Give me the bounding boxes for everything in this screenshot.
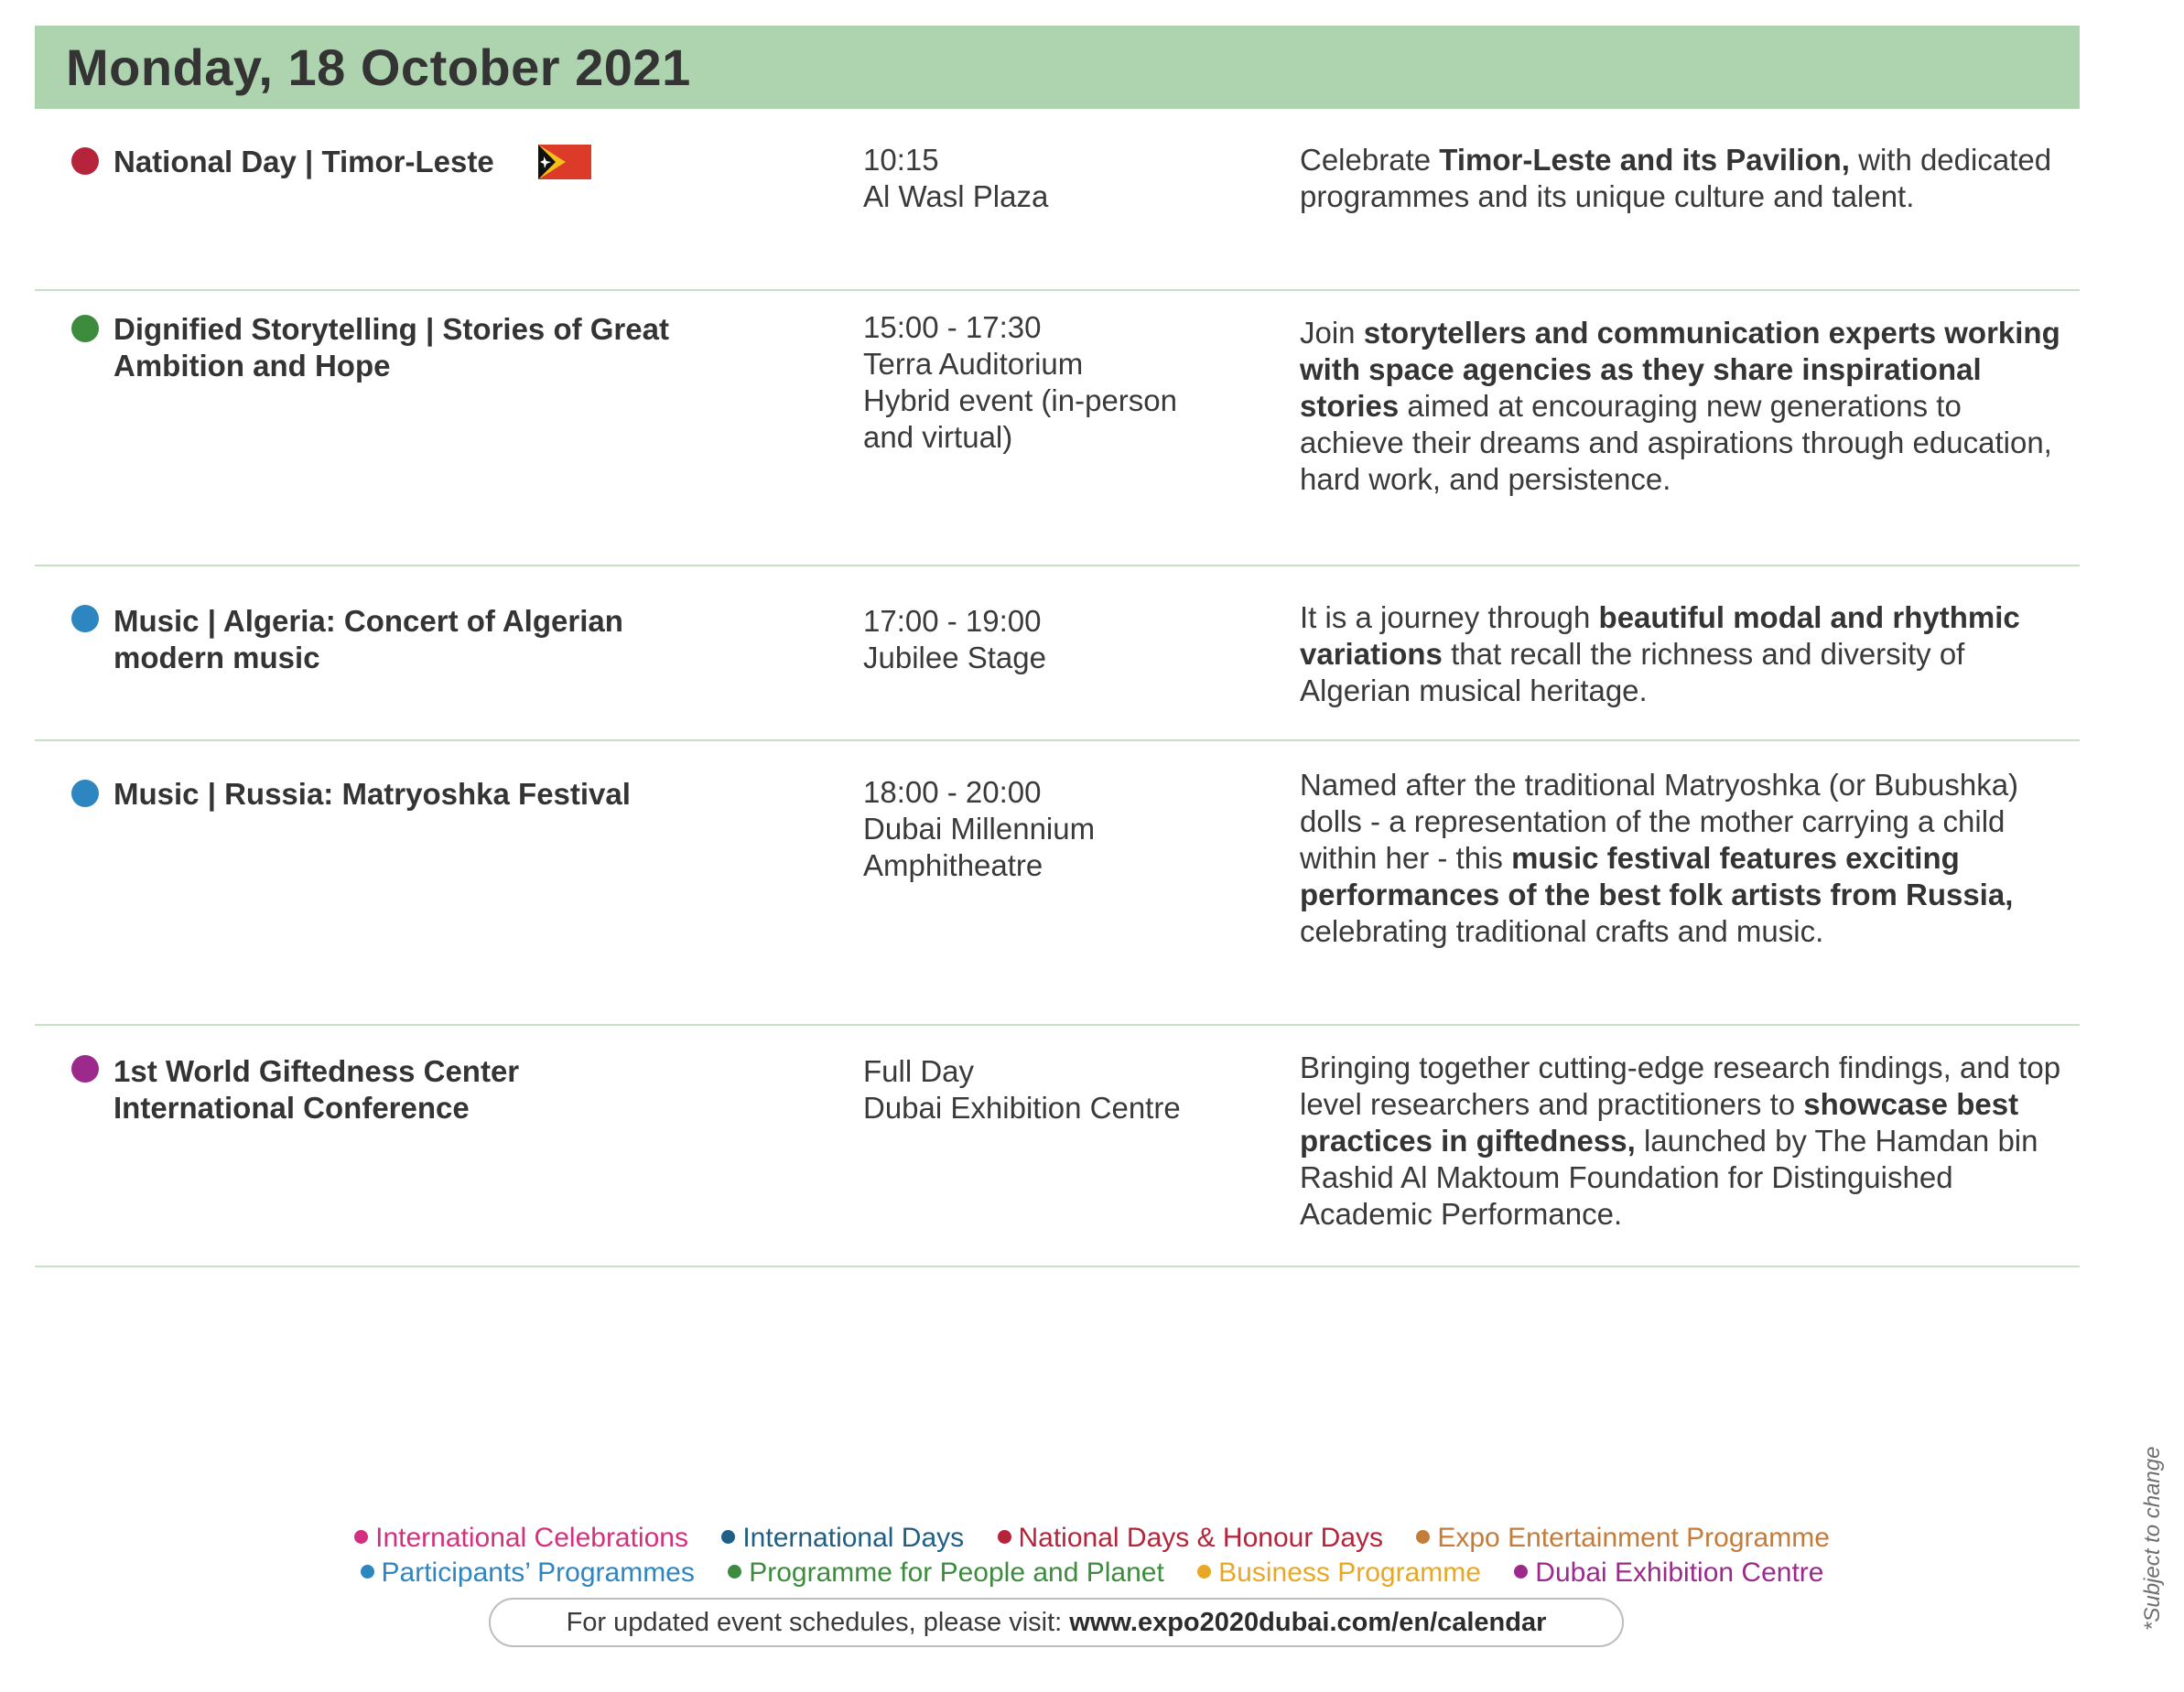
event-location: Al Wasl Plaza bbox=[863, 179, 1049, 213]
category-dot-icon bbox=[71, 315, 99, 342]
event-when bbox=[863, 142, 1248, 215]
event-when bbox=[863, 309, 1248, 456]
category-dot-icon bbox=[71, 780, 99, 807]
event-location: Dubai Millennium bbox=[863, 812, 1096, 846]
event-title: 1st World Giftedness Center International Conference bbox=[114, 1054, 520, 1125]
event-location: Dubai Exhibition Centre bbox=[863, 1091, 1181, 1125]
event-description: It is a journey through beautiful modal and rhythmic variations that recall the richness and diversity of Algerian musical heritage. bbox=[1300, 600, 2020, 707]
event-location: and virtual) bbox=[863, 420, 1013, 454]
legend-dot-icon bbox=[728, 1565, 741, 1579]
page-title: Monday, 18 October 2021 bbox=[66, 38, 691, 96]
legend-item: Business Programme bbox=[1197, 1557, 1481, 1589]
category-dot-icon bbox=[71, 1055, 99, 1083]
event-description: Celebrate Timor-Leste and its Pavilion, with dedicated programmes and its unique culture and talent. bbox=[1300, 143, 2052, 213]
event-description: Named after the traditional Matryoshka (or Bubushka) dolls - a representation of the mother carrying a child within her - this music festival features exciting performances of the best folk artists from Russia, celebrating traditional crafts and music. bbox=[1300, 768, 2019, 948]
legend-item: Dubai Exhibition Centre bbox=[1514, 1557, 1823, 1589]
event-row bbox=[35, 741, 2080, 1026]
legend-item: Expo Entertainment Programme bbox=[1416, 1523, 1830, 1554]
event-description: Join storytellers and communication experts working with space agencies as they share inspirational stories aimed at encouraging new generations to achieve their dreams and aspirations through education, hard work, and persistence. bbox=[1300, 316, 2060, 496]
legend-dot-icon bbox=[1197, 1565, 1211, 1579]
category-legend bbox=[0, 1557, 2184, 1589]
event-time: 10:15 bbox=[863, 143, 939, 177]
legend-item: Participants’ Programmes bbox=[361, 1557, 695, 1589]
event-location: Amphitheatre bbox=[863, 848, 1043, 882]
legend-dot-icon bbox=[1416, 1530, 1430, 1544]
event-location: Terra Auditorium bbox=[863, 347, 1084, 381]
legend-item: Programme for People and Planet bbox=[728, 1557, 1164, 1589]
event-time: 18:00 - 20:00 bbox=[863, 775, 1042, 809]
event-time: Full Day bbox=[863, 1054, 975, 1088]
event-row bbox=[35, 566, 2080, 741]
event-title: Music | Algeria: Concert of Algerian modern music bbox=[114, 604, 623, 674]
event-description: Bringing together cutting-edge research findings, and top level researchers and practitioners to showcase best practices in giftedness, launched by The Hamdan bin Rashid Al Maktoum Foundation for Distinguished Academic Performance. bbox=[1300, 1051, 2061, 1231]
event-row bbox=[35, 109, 2080, 291]
event-location: Hybrid event (in-person bbox=[863, 383, 1177, 417]
event-row bbox=[35, 291, 2080, 566]
event-when bbox=[863, 603, 1248, 676]
legend-dot-icon bbox=[361, 1565, 374, 1579]
event-title: National Day | Timor-Leste bbox=[114, 145, 494, 178]
calendar-link[interactable]: www.expo2020dubai.com/en/calendar bbox=[1069, 1608, 1547, 1637]
event-location: Jubilee Stage bbox=[863, 641, 1046, 674]
event-time: 17:00 - 19:00 bbox=[863, 604, 1042, 638]
category-dot-icon bbox=[71, 147, 99, 175]
event-when bbox=[863, 774, 1248, 884]
legend-dot-icon bbox=[998, 1530, 1011, 1544]
date-header bbox=[35, 26, 2080, 109]
timor-leste-flag-icon bbox=[538, 145, 591, 179]
legend-dot-icon bbox=[721, 1530, 735, 1544]
subject-to-change-note: *Subject to change bbox=[2140, 1446, 2165, 1631]
calendar-link-banner bbox=[489, 1598, 1624, 1647]
footer-text: For updated event schedules, please visit: bbox=[566, 1608, 1070, 1637]
event-when bbox=[863, 1053, 1248, 1126]
event-title: Dignified Storytelling | Stories of Great Ambition and Hope bbox=[114, 312, 669, 383]
event-time: 15:00 - 17:30 bbox=[863, 310, 1042, 344]
event-row bbox=[35, 1026, 2080, 1267]
legend-item: International Days bbox=[721, 1523, 964, 1554]
legend-item: National Days & Honour Days bbox=[998, 1523, 1384, 1554]
category-legend bbox=[0, 1523, 2184, 1554]
legend-dot-icon bbox=[1514, 1565, 1528, 1579]
category-dot-icon bbox=[71, 605, 99, 632]
legend-dot-icon bbox=[354, 1530, 368, 1544]
event-title: Music | Russia: Matryoshka Festival bbox=[114, 777, 631, 811]
legend-item: International Celebrations bbox=[354, 1523, 688, 1554]
